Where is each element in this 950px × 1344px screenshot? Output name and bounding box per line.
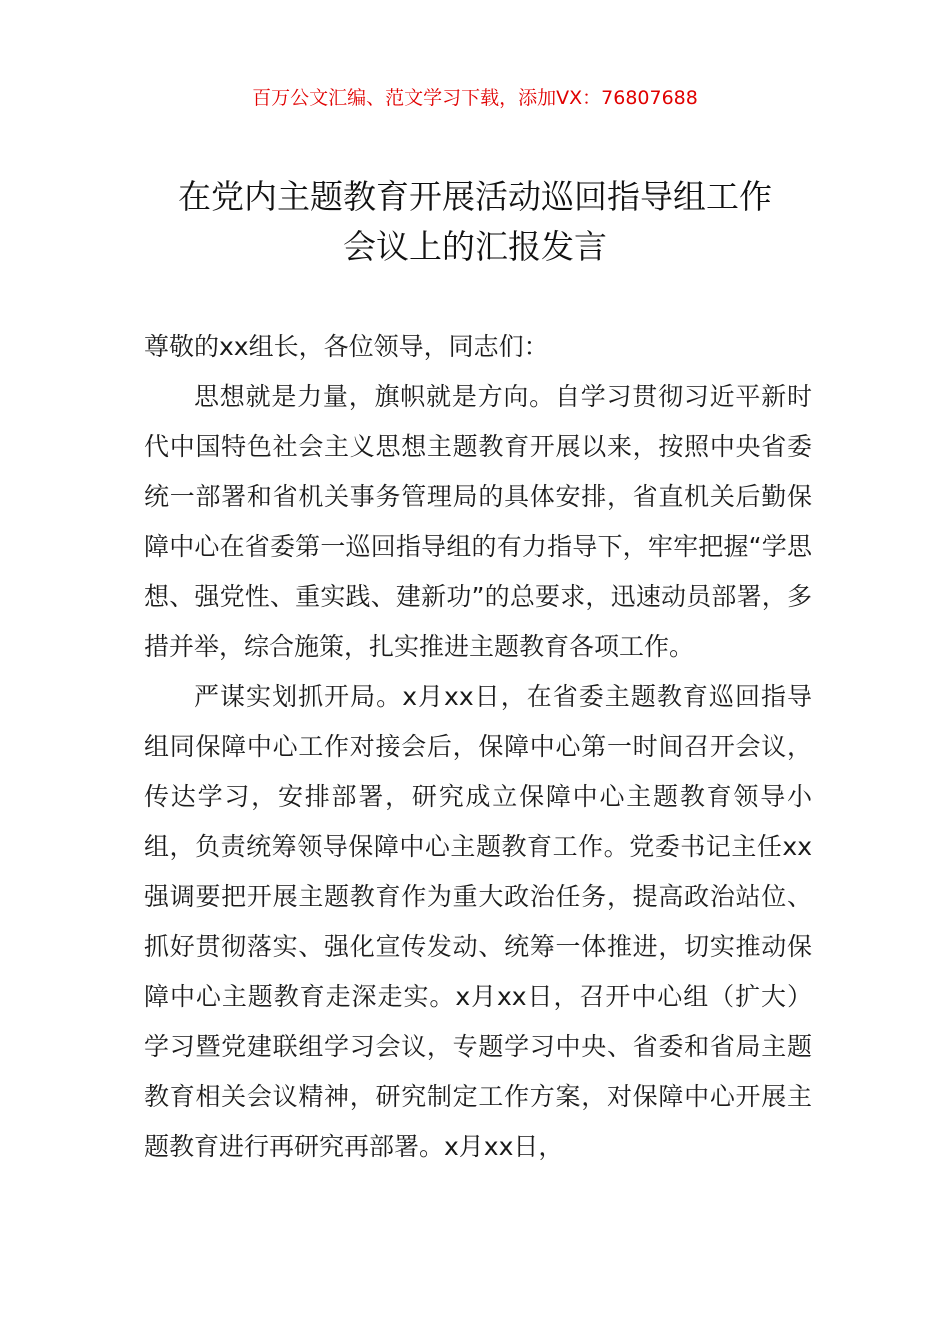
salutation: 尊敬的xx组长，各位领导，同志们：	[144, 332, 549, 361]
paragraph-1: 思想就是力量，旗帜就是方向。自学习贯彻习近平新时代中国特色社会主义思想主题教育开展以来，按照中央省委统一部署和省机关事务管理局的具体安排，省直机关后勤保障中心在省委第一巡回指导组的有力指导下，牢牢把握“学思想、强党性、重实践、建新功”的总要求，迅速动员部署，多措并举，综合施策，扎实推进主题教育各项工作。	[144, 382, 812, 661]
watermark-banner: 百万公文汇编、范文学习下载，添加VX：76807688	[252, 87, 698, 109]
document-title	[120, 172, 830, 272]
title-line-1: 在党内主题教育开展活动巡回指导组工作	[178, 177, 772, 216]
document-body	[144, 322, 812, 1172]
paragraph-2: 严谋实划抓开局。x月xx日，在省委主题教育巡回指导组同保障中心工作对接会后，保障中心第一时间召开会议，传达学习，安排部署，研究成立保障中心主题教育领导小组，负责统筹领导保障中心主题教育工作。党委书记主任xx强调要把开展主题教育作为重大政治任务，提高政治站位、抓好贯彻落实、强化宣传发动、统筹一体推进，切实推动保障中心主题教育走深走实。x月xx日，召开中心组（扩大）学习暨党建联组学习会议，专题学习中央、省委和省局主题教育相关会议精神，研究制定工作方案，对保障中心开展主题教育进行再研究再部署。x月xx日，	[144, 682, 812, 1161]
title-line-2: 会议上的汇报发言	[343, 227, 607, 266]
